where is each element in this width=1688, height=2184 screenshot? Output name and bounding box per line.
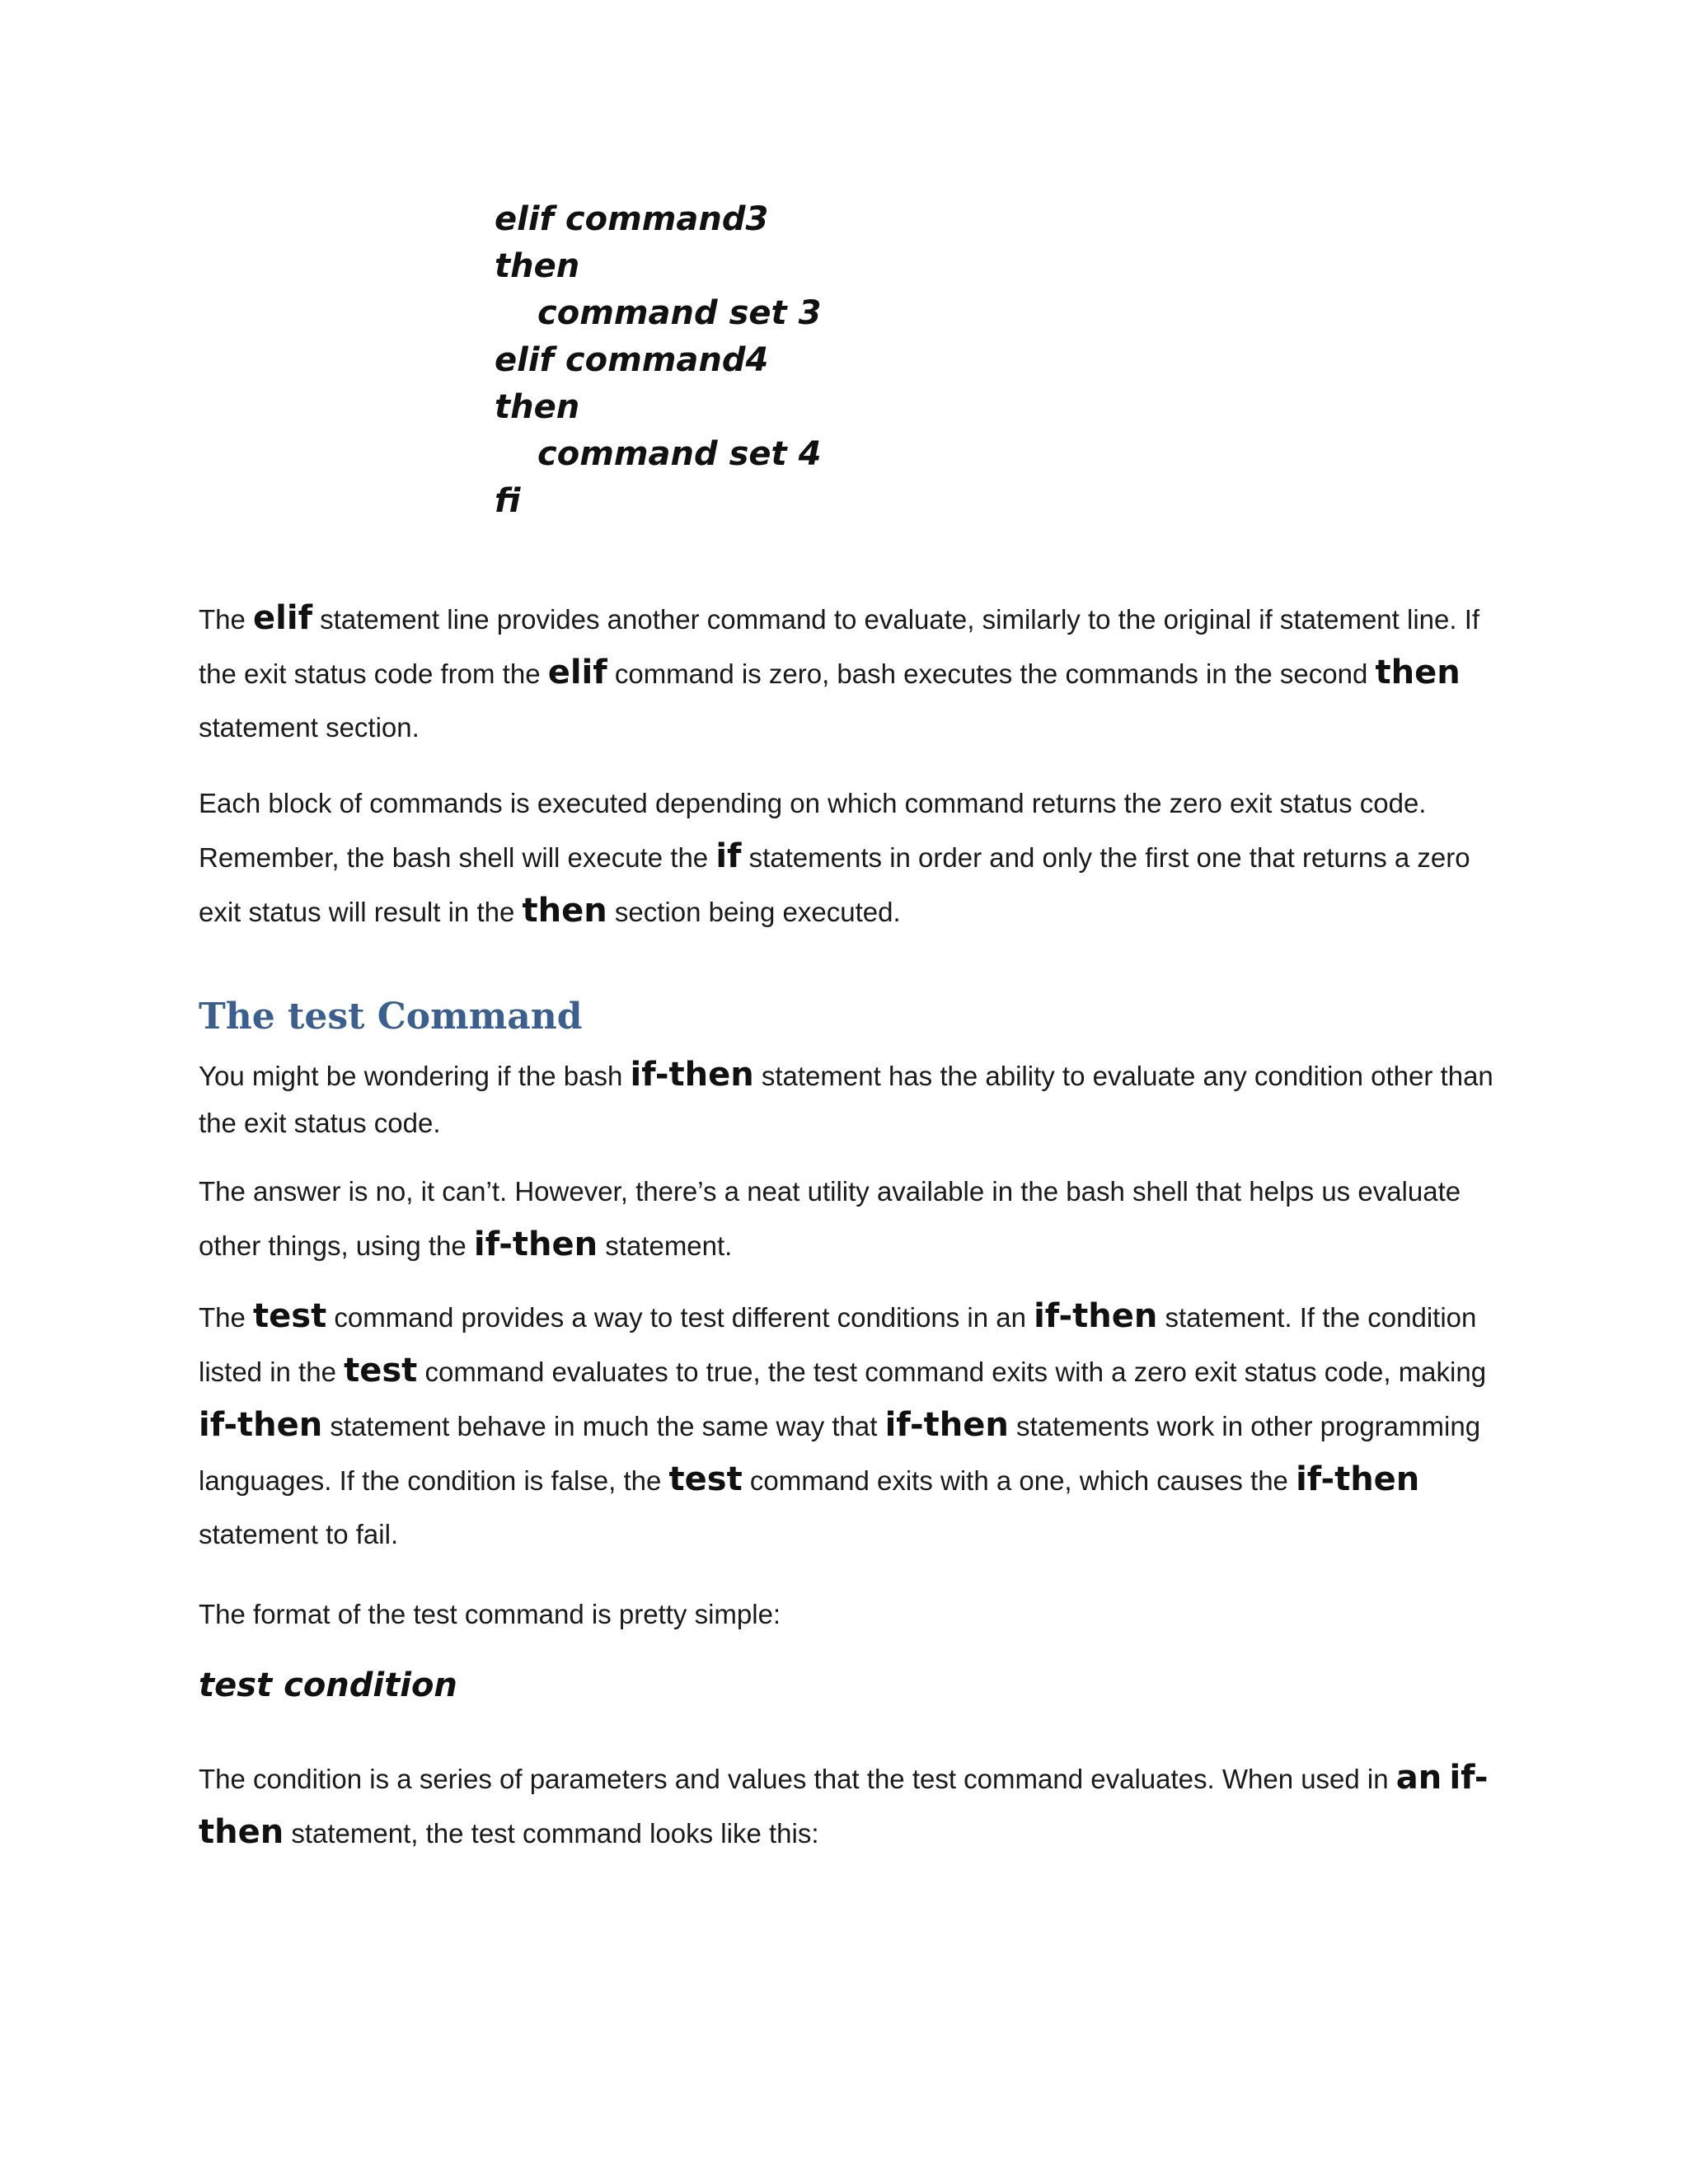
paragraph-format: The format of the test command is pretty simple: — [199, 1599, 781, 1629]
keyword: if-then — [884, 1406, 1009, 1444]
code-line: elif command3 — [495, 200, 769, 238]
keyword: test — [344, 1352, 418, 1390]
keyword: then — [522, 892, 607, 930]
text: statement has the ability to evaluate any condition other than the exit status code. — [199, 1061, 1493, 1138]
keyword: if — [715, 837, 742, 875]
keyword: an — [1395, 1759, 1442, 1797]
text: section being executed. — [607, 897, 901, 927]
keyword: elif — [253, 599, 312, 637]
keyword: if-then — [199, 1406, 323, 1444]
text: command is zero, bash executes the commands in the second — [607, 658, 1376, 689]
keyword: test — [253, 1297, 327, 1335]
keyword: test — [668, 1460, 743, 1498]
text: statement to fail. — [199, 1519, 399, 1549]
code-line: fi — [495, 482, 521, 520]
paragraph-elif — [199, 592, 1501, 754]
keyword: elif — [547, 654, 607, 691]
text: command exits with a one, which causes the — [742, 1465, 1296, 1496]
text: command evaluates to true, the test command exits with a zero exit status code, making — [417, 1357, 1487, 1387]
text: command provides a way to test different conditions in an — [326, 1302, 1034, 1333]
text: You might be wondering if the bash — [199, 1061, 631, 1091]
text: The — [199, 1302, 254, 1333]
text: statement. — [598, 1230, 733, 1261]
text: statement behave in much the same way that — [322, 1411, 885, 1441]
keyword: if-then — [1296, 1460, 1420, 1498]
paragraph-wondering — [199, 1052, 1501, 1146]
code-block — [495, 196, 821, 525]
code-line: command set 4 — [537, 435, 822, 473]
paragraph-test-command — [199, 1290, 1501, 1561]
text: statements in order and only the first one that returns a zero exit status will result in the — [199, 842, 1470, 927]
code-line: then — [495, 247, 580, 285]
paragraph-blocks — [199, 776, 1501, 939]
text: The — [199, 604, 254, 635]
paragraph-answer — [199, 1165, 1501, 1272]
test-condition-syntax: test condition — [199, 1666, 457, 1704]
text: statement, the test command looks like this: — [284, 1818, 819, 1849]
text: statement. If the condition listed in the — [199, 1302, 1477, 1387]
keyword: if-then — [630, 1056, 754, 1094]
text: statements work in other programming languages. If the condition is false, the — [199, 1411, 1481, 1496]
keyword: if-then — [199, 1759, 1489, 1851]
section-heading: The test Command — [199, 996, 583, 1038]
keyword: if-then — [1034, 1297, 1158, 1335]
text: Each block of commands is executed depending on which command returns the zero exit status code. Remember, the bash shell will execute the — [199, 788, 1427, 873]
keyword: if-then — [473, 1226, 598, 1263]
text: The condition is a series of parameters and values that the test command evaluates. When used in — [199, 1764, 1396, 1794]
text: statement section. — [199, 712, 420, 743]
code-line: then — [495, 388, 580, 426]
keyword: then — [1375, 654, 1461, 691]
paragraph-condition — [199, 1751, 1501, 1860]
text: The answer is no, it can’t. However, there’s a neat utility available in the bash shell that helps us evaluate other things, using the — [199, 1176, 1461, 1261]
text: statement line provides another command to evaluate, similarly to the original if statement line. If the exit status code from the — [199, 604, 1480, 689]
code-line: elif command4 — [495, 341, 769, 379]
code-line: command set 3 — [537, 294, 822, 332]
